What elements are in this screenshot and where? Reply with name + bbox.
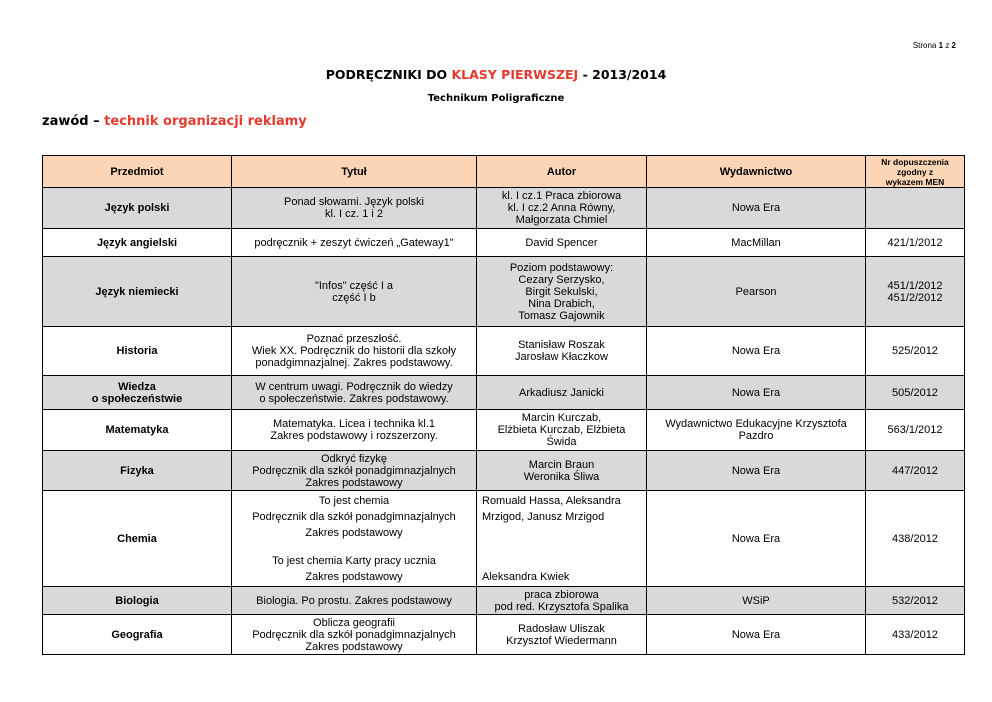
table-row — [43, 257, 965, 327]
cell-approval — [866, 451, 965, 491]
page-number-sep: z — [945, 41, 950, 50]
cell-title — [232, 491, 477, 587]
cell-line: Biologia — [115, 594, 159, 607]
cell-line: o społeczeństwie. Zakres podstawowy. — [259, 392, 449, 405]
cell-line: pod red. Krzysztofa Spalika — [494, 600, 629, 613]
cell-line: Zakres podstawowy — [305, 571, 403, 583]
cell-line: część I b — [332, 291, 376, 304]
cell-line: Krzysztof Wiedermann — [506, 634, 617, 647]
cell-line: kl. I cz. 1 i 2 — [324, 208, 384, 220]
header-approval — [866, 156, 965, 188]
cell-line: Zakres podstawowy — [305, 476, 403, 489]
cell-subject — [43, 615, 232, 655]
cell-subject — [43, 451, 232, 491]
table-row — [43, 327, 965, 376]
cell-line: Biologia. Po prostu. Zakres podstawowy — [256, 594, 452, 607]
cell-line: Marcin Braun — [528, 458, 595, 471]
header-approval-line: wykazem MEN — [885, 176, 945, 187]
cell-line: Odkryć fizykę — [320, 452, 387, 465]
cell-author — [477, 257, 647, 327]
page-number — [866, 41, 956, 50]
cell-title — [232, 188, 477, 229]
cell-approval — [866, 327, 965, 376]
page-number-total: 2 — [951, 41, 956, 50]
cell-line: 505/2012 — [892, 386, 938, 399]
cell-title — [232, 615, 477, 655]
cell-line: MacMillan — [731, 236, 781, 249]
cell-line: 447/2012 — [892, 464, 938, 477]
cell-line: Nina Drabich, — [528, 297, 595, 310]
cell-author — [477, 410, 647, 451]
cell-line: podręcznik + zeszyt ćwiczeń „Gateway1" — [254, 236, 454, 249]
cell-author — [477, 451, 647, 491]
cell-line: Wiek XX. Podręcznik do historii dla szkoły — [251, 345, 457, 357]
cell-approval — [866, 229, 965, 257]
cell-approval — [866, 587, 965, 615]
cell-line: Język niemiecki — [95, 285, 179, 298]
header-publisher: Wydawnictwo — [647, 156, 866, 188]
header-title: Tytuł — [232, 156, 477, 188]
cell-publisher — [647, 376, 866, 410]
cell-line: Geografia — [111, 628, 163, 641]
cell-subject — [43, 491, 232, 587]
cell-line: Nowa Era — [731, 386, 781, 399]
cell-publisher — [647, 410, 866, 451]
cell-line: Podręcznik dla szkół ponadgimnazjalnych — [252, 511, 456, 523]
cell-line: 438/2012 — [892, 532, 938, 545]
cell-line: 451/2/2012 — [887, 291, 943, 304]
cell-line: To jest chemia — [318, 495, 390, 507]
cell-line: Nowa Era — [731, 628, 781, 641]
cell-subject — [43, 410, 232, 451]
cell-subject — [43, 229, 232, 257]
table-row — [43, 376, 965, 410]
cell-line: Nowa Era — [731, 202, 781, 214]
page-number-current: 1 — [938, 41, 944, 50]
cell-line: "Infos" część I a — [314, 279, 394, 292]
cell-line: Pearson — [735, 285, 777, 298]
cell-line: Matematyka. Licea i technika kl.1 — [272, 418, 436, 430]
cell-line: kl. I cz.2 Anna Równy, — [507, 202, 616, 214]
table-row — [43, 451, 965, 491]
cell-title — [232, 257, 477, 327]
header-author: Autor — [477, 156, 647, 188]
cell-author — [477, 615, 647, 655]
table-row — [43, 229, 965, 257]
cell-line: Arkadiusz Janicki — [519, 386, 604, 399]
cell-publisher — [647, 327, 866, 376]
cell-line: Zakres podstawowy — [305, 527, 403, 539]
cell-publisher — [647, 188, 866, 229]
cell-line: Nowa Era — [731, 532, 781, 545]
cell-line: 525/2012 — [892, 345, 938, 357]
cell-line: ponadgimnazjalnej. Zakres podstawowy. — [255, 357, 453, 369]
cell-line: David Spencer — [525, 236, 598, 249]
cell-line: Małgorzata Chmiel — [515, 214, 608, 226]
profession-label: zawód – — [42, 114, 100, 129]
cell-title — [232, 451, 477, 491]
cell-line: Matematyka — [105, 424, 169, 436]
cell-line: Romuald Hassa, Aleksandra — [482, 495, 621, 507]
header-approval-line: Nr dopuszczenia — [881, 156, 949, 167]
cell-author — [477, 327, 647, 376]
cell-publisher — [647, 615, 866, 655]
cell-line: WSiP — [742, 594, 770, 607]
cell-title — [232, 327, 477, 376]
cell-subject — [43, 376, 232, 410]
cell-line: Świda — [546, 436, 577, 448]
cell-line: Język angielski — [96, 236, 178, 249]
cell-line: Nowa Era — [731, 345, 781, 357]
cell-approval — [866, 257, 965, 327]
title-part-2: KLASY PIERWSZEJ — [451, 67, 579, 82]
cell-line: Radosław Uliszak — [518, 622, 605, 635]
table-row — [43, 188, 965, 229]
cell-line: 532/2012 — [892, 594, 938, 607]
page-number-prefix: Strona — [912, 41, 937, 50]
header-subject: Przedmiot — [43, 156, 232, 188]
cell-line: Oblicza geografii — [313, 616, 395, 629]
cell-subject — [43, 257, 232, 327]
cell-publisher — [647, 587, 866, 615]
document-title — [0, 67, 992, 82]
cell-line: Marcin Kurczab, — [521, 412, 602, 424]
textbook-table — [42, 155, 965, 655]
cell-author — [477, 376, 647, 410]
cell-line: 421/1/2012 — [887, 236, 943, 249]
cell-line: Tomasz Gajownik — [518, 309, 605, 322]
cell-subject — [43, 188, 232, 229]
profession-line — [42, 114, 307, 129]
cell-line: Weronika Śliwa — [523, 470, 600, 483]
cell-line: W centrum uwagi. Podręcznik do wiedzy — [255, 380, 453, 393]
cell-subject — [43, 587, 232, 615]
cell-title — [232, 229, 477, 257]
cell-line: Cezary Serzysko, — [518, 273, 605, 286]
cell-line: 451/1/2012 — [887, 279, 943, 292]
cell-line: Fizyka — [120, 464, 154, 477]
cell-line: Poziom podstawowy: — [509, 261, 614, 274]
cell-line: To jest chemia Karty pracy ucznia — [272, 555, 436, 567]
cell-author — [477, 188, 647, 229]
table-row — [43, 410, 965, 451]
cell-line: 433/2012 — [892, 628, 938, 641]
cell-title — [232, 376, 477, 410]
cell-line: Pazdro — [738, 430, 774, 442]
cell-line: Jarosław Kłaczkow — [515, 351, 608, 363]
cell-approval — [866, 376, 965, 410]
cell-line: Język polski — [104, 202, 170, 214]
title-part-3: - 2013/2014 — [582, 67, 667, 82]
cell-subject — [43, 327, 232, 376]
cell-line: Poznać przeszłość. — [306, 333, 402, 345]
cell-author — [477, 491, 647, 587]
cell-line: Stanisław Roszak — [518, 339, 605, 351]
cell-publisher — [647, 229, 866, 257]
cell-approval — [866, 410, 965, 451]
cell-line: Aleksandra Kwiek — [482, 571, 570, 583]
cell-title — [232, 587, 477, 615]
cell-line: kl. I cz.1 Praca zbiorowa — [501, 190, 622, 202]
cell-line: Nowa Era — [731, 464, 781, 477]
cell-line: o społeczeństwie — [91, 392, 183, 405]
cell-title — [232, 410, 477, 451]
school-name: Technikum Poligraficzne — [427, 93, 565, 104]
cell-author — [477, 587, 647, 615]
cell-line: Podręcznik dla szkół ponadgimnazjalnych — [252, 464, 456, 477]
cell-line: Mrzigod, Janusz Mrzigod — [482, 511, 605, 523]
cell-line: praca zbiorowa — [524, 588, 599, 601]
table-row — [43, 491, 965, 587]
cell-line: Zakres podstawowy i rozszerzony. — [270, 430, 438, 442]
cell-line: Wydawnictwo Edukacyjne Krzysztofa — [665, 418, 847, 430]
table-row — [43, 587, 965, 615]
cell-approval — [866, 188, 965, 229]
cell-approval — [866, 615, 965, 655]
table-row — [43, 615, 965, 655]
cell-line: Ponad słowami. Język polski — [283, 196, 424, 208]
cell-line: Podręcznik dla szkół ponadgimnazjalnych — [252, 628, 456, 641]
cell-line: Historia — [116, 345, 158, 357]
cell-line: Wiedza — [118, 380, 156, 393]
cell-author — [477, 229, 647, 257]
cell-line: 563/1/2012 — [887, 424, 943, 436]
cell-line: Birgit Sekulski, — [525, 285, 598, 298]
cell-line: Chemia — [117, 532, 157, 545]
cell-approval — [866, 491, 965, 587]
cell-line: Zakres podstawowy — [305, 640, 403, 653]
table-header-row — [43, 156, 965, 188]
cell-line: Elżbieta Kurczab, Elżbieta — [497, 424, 626, 436]
profession-value: technik organizacji reklamy — [104, 114, 307, 129]
cell-publisher — [647, 451, 866, 491]
cell-publisher — [647, 491, 866, 587]
header-approval-line: zgodny z — [896, 166, 934, 177]
cell-publisher — [647, 257, 866, 327]
title-part-1: PODRĘCZNIKI DO — [325, 67, 448, 82]
